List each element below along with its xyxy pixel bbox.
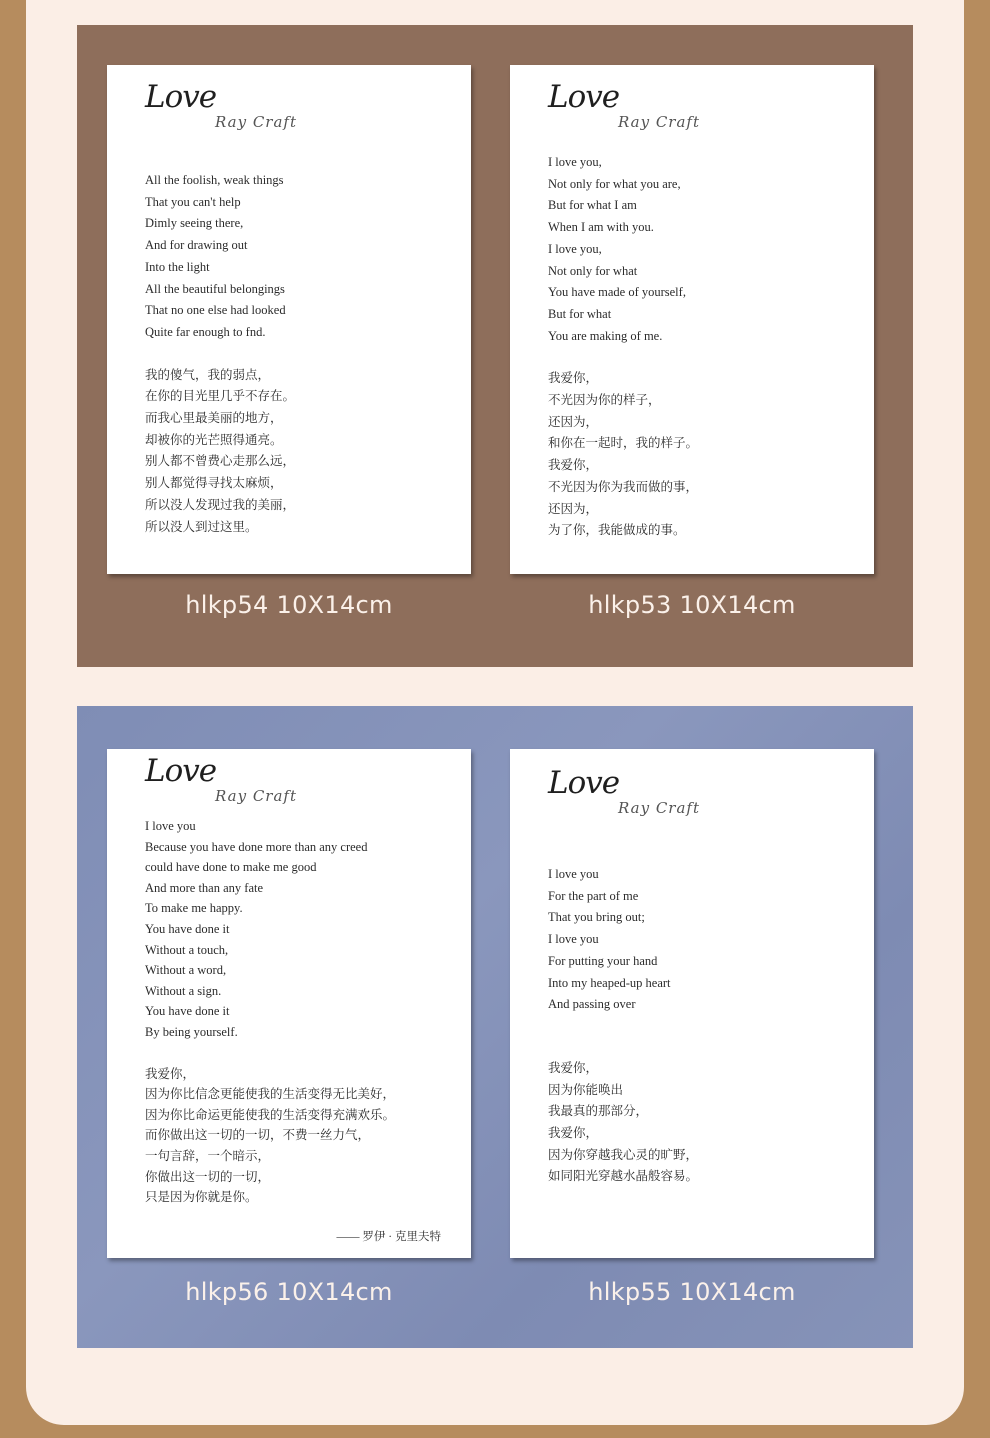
poem-line: 却被你的光芒照得通亮。 xyxy=(145,432,283,447)
poem-line: 所以没人到过这里。 xyxy=(145,519,258,534)
poem-line: 还因为， xyxy=(548,414,599,429)
poem-line: 我爱你， xyxy=(548,371,599,386)
product-panel-blue xyxy=(77,706,913,1348)
poem-line: could have done to make me good xyxy=(145,860,317,875)
card-brand xyxy=(548,79,700,131)
poem-line: 因为你比信念更能使我的生活变得无比美好， xyxy=(145,1087,396,1102)
card-hlkp55 xyxy=(510,749,874,1258)
poem-line: 别人都不曾费心走那么远， xyxy=(145,454,296,469)
poem-line: Without a touch, xyxy=(145,942,229,957)
card-caption: hlkp55 10X14cm xyxy=(588,1278,796,1306)
poem-line: And more than any fate xyxy=(145,880,264,895)
poem-line: 所以没人发现过我的美丽， xyxy=(145,497,296,512)
stanza-gap xyxy=(548,1037,698,1058)
card-brand xyxy=(548,765,700,817)
poem-line: 我爱你， xyxy=(548,1060,599,1075)
poem-line: For the part of me xyxy=(548,888,639,903)
poem-line: And for drawing out xyxy=(145,238,248,253)
stanza-gap xyxy=(145,344,295,365)
poem-line: 不光因为你的样子， xyxy=(548,393,661,408)
poem-line: 我爱你， xyxy=(145,1066,196,1081)
poem-line: And passing over xyxy=(548,997,636,1012)
poem-line: Into the light xyxy=(145,259,210,274)
brand-signature: Ray Craft xyxy=(215,787,297,805)
poem-line: 你做出这一切的一切， xyxy=(145,1169,271,1184)
poem-line: 我的傻气，我的弱点， xyxy=(145,367,271,382)
poem-line: All the beautiful belongings xyxy=(145,281,285,296)
brand-signature: Ray Craft xyxy=(215,113,297,131)
poem-signoff: —— 罗伊 · 克里夫特 xyxy=(336,1231,441,1243)
poem-line: But for what I am xyxy=(548,198,637,213)
poem-line: Dimly seeing there, xyxy=(145,216,244,231)
poem-line: That no one else had looked xyxy=(145,303,286,318)
poem-line: Without a word, xyxy=(145,963,227,978)
poem-line: Not only for what xyxy=(548,263,638,278)
poem-line: I love you, xyxy=(548,155,602,169)
poem-line: 一句言辞，一个暗示， xyxy=(145,1148,271,1163)
poem-text xyxy=(145,170,295,538)
brand-love-text: Love xyxy=(145,79,217,115)
poem-line: Quite far enough to fnd. xyxy=(145,324,266,339)
poem-line: I love you, xyxy=(548,241,602,256)
card-caption: hlkp56 10X14cm xyxy=(185,1278,393,1306)
poem-line: All the foolish, weak things xyxy=(145,173,284,187)
poem-line: 不光因为你为我而做的事， xyxy=(548,479,699,494)
brand-love-text: Love xyxy=(145,753,217,789)
card-hlkp56 xyxy=(107,749,471,1258)
brand-love-text: Love xyxy=(548,79,620,115)
poem-line: 别人都觉得寻找太麻烦， xyxy=(145,476,283,491)
poem-line: 在你的目光里几乎不存在。 xyxy=(145,389,296,404)
poem-line: 我最真的那部分， xyxy=(548,1104,649,1119)
poem-line: 如同阳光穿越水晶般容易。 xyxy=(548,1169,699,1184)
poem-line: 我爱你， xyxy=(548,1126,599,1141)
poem-line: I love you xyxy=(145,819,196,833)
poem-line: 和你在一起时，我的样子。 xyxy=(548,436,699,451)
poem-line: 因为你比命运更能使我的生活变得充满欢乐。 xyxy=(145,1107,396,1122)
poem-line: You have done it xyxy=(145,921,230,936)
poem-line: 我爱你， xyxy=(548,458,599,473)
stanza-gap xyxy=(548,347,698,368)
stanza-gap xyxy=(548,1016,698,1037)
poem-line: But for what xyxy=(548,306,612,321)
poem-line: You have made of yourself, xyxy=(548,285,686,300)
card-caption: hlkp54 10X14cm xyxy=(185,591,393,619)
poem-line: I love you xyxy=(548,932,599,947)
card-hlkp54 xyxy=(107,65,471,574)
card-caption: hlkp53 10X14cm xyxy=(588,591,796,619)
poem-text xyxy=(548,152,698,542)
card-brand xyxy=(145,753,297,805)
poem-line: I love you xyxy=(548,867,599,881)
poem-line: 而我心里最美丽的地方， xyxy=(145,411,283,426)
card-hlkp53 xyxy=(510,65,874,574)
brand-signature: Ray Craft xyxy=(618,113,700,131)
brand-love-text: Love xyxy=(548,765,620,801)
poem-text xyxy=(145,816,395,1208)
poem-line: To make me happy. xyxy=(145,901,243,916)
poem-line: Into my heaped-up heart xyxy=(548,975,671,990)
poem-line: By being yourself. xyxy=(145,1024,238,1039)
product-panel-brown xyxy=(77,25,913,667)
poem-line: When I am with you. xyxy=(548,220,654,235)
poem-line: That you bring out; xyxy=(548,910,645,925)
poem-line: 因为你能唤出 xyxy=(548,1082,624,1097)
poem-line: For putting your hand xyxy=(548,953,658,968)
poem-line: You have done it xyxy=(145,1004,230,1019)
poem-line: Because you have done more than any creed xyxy=(145,839,368,854)
poem-line: 因为你穿越我心灵的旷野， xyxy=(548,1147,699,1162)
brand-signature: Ray Craft xyxy=(618,799,700,817)
poem-line: Without a sign. xyxy=(145,983,222,998)
stanza-gap xyxy=(145,1043,395,1064)
poem-line: That you can't help xyxy=(145,194,241,209)
poem-text xyxy=(548,864,698,1188)
poem-line: You are making of me. xyxy=(548,328,663,343)
poem-line: 只是因为你就是你。 xyxy=(145,1190,258,1205)
poem-line: Not only for what you are, xyxy=(548,176,681,191)
poem-line: 还因为， xyxy=(548,501,599,516)
poem-line: 为了你，我能做成的事。 xyxy=(548,523,686,538)
poem-line: 而你做出这一切的一切，不费一丝力气， xyxy=(145,1128,371,1143)
card-brand xyxy=(145,79,297,131)
